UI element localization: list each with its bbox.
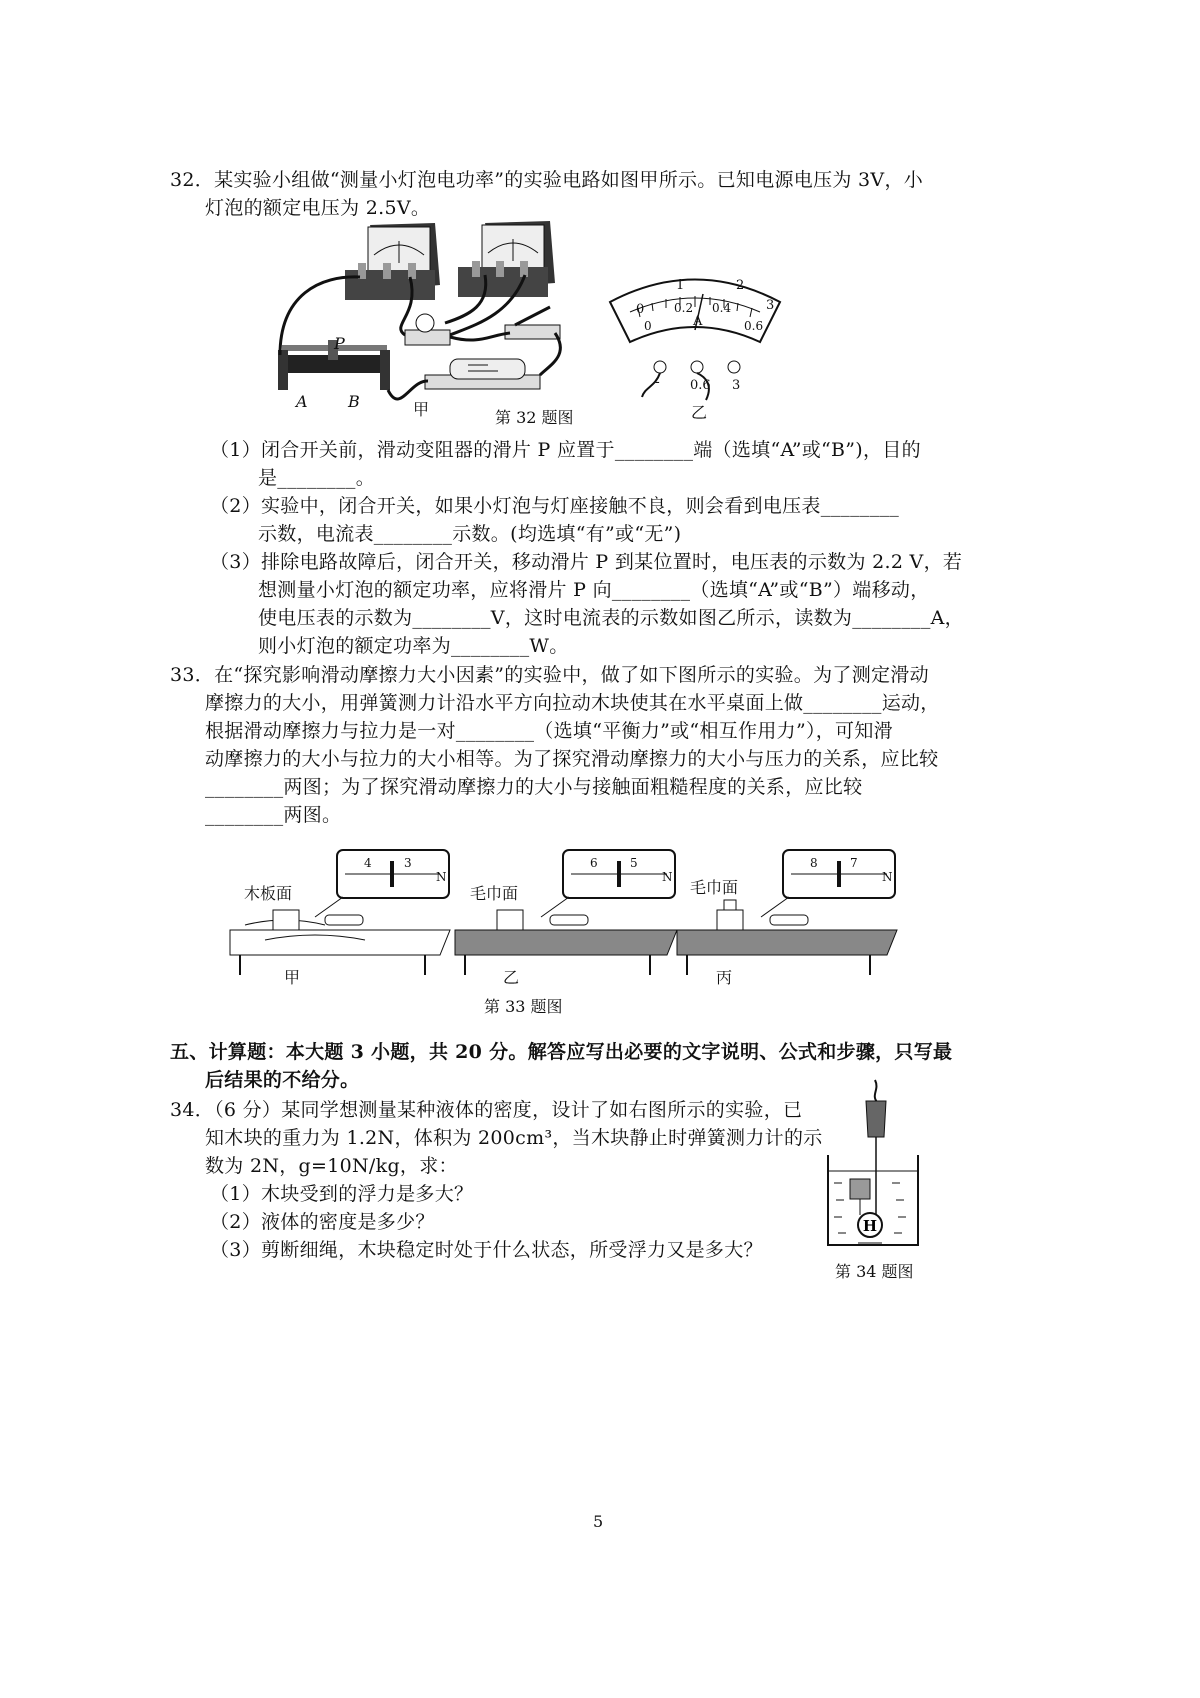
battery-icon (425, 359, 540, 389)
q34-line-3: 数为 2N，g=10N/kg，求： (205, 1155, 458, 1177)
q32-line-1: 32．某实验小组做“测量小灯泡电功率”的实验电路如图甲所示。已知电源电压为 3V，小 (170, 169, 924, 191)
fig-34-caption: 第 34 题图 (835, 1262, 914, 1281)
fig-32-yi-label: 乙 (691, 403, 708, 422)
q34-buoyancy-figure (820, 1075, 920, 1255)
panel-bing-unit: N (882, 870, 893, 884)
terminal-minus: - (655, 374, 660, 390)
dial-bottom-0.6: 0.6 (744, 319, 764, 333)
dial-top-3: 3 (766, 298, 775, 313)
panel-yi-tick-2: 5 (630, 856, 638, 870)
panel-yi-unit: N (662, 870, 673, 884)
panel-jia-tick-1: 4 (364, 856, 372, 870)
fig-32-caption: 第 32 题图 (495, 408, 574, 427)
panel-yi-surface: 毛巾面 (470, 884, 519, 903)
panel-bing-surface: 毛巾面 (690, 878, 739, 897)
friction-panel-yi (455, 850, 677, 975)
q32-line-2: 灯泡的额定电压为 2.5V。 (205, 197, 431, 219)
q34-line-1: 34．（6 分）某同学想测量某种液体的密度，设计了如右图所示的实验，已 (170, 1099, 803, 1121)
dial-bottom-0.4: 0.4 (712, 301, 732, 315)
q32-sub-3b: 想测量小灯泡的额定功率，应将滑片 P 向________（选填“A”或“B”）端移动， (258, 579, 930, 601)
fig-32-jia-label: 甲 (413, 400, 430, 419)
q34-sub-2: （2）液体的密度是多少？ (210, 1211, 435, 1233)
q33-friction-figure (225, 845, 925, 975)
q34-sub-1: （1）木块受到的浮力是多大？ (210, 1183, 474, 1205)
lamp-holder-icon (405, 314, 450, 345)
ammeter-device-icon (345, 223, 440, 300)
rheostat-end-b-label: B (348, 392, 360, 411)
q33-line-4: 动摩擦力的大小与拉力的大小相等。为了探究滑动摩擦力的大小与压力的关系，应比较 (205, 748, 939, 770)
rheostat-slider-label: P (334, 334, 345, 353)
q32-sub-2a: （2）实验中，闭合开关，如果小灯泡与灯座接触不良，则会看到电压表________ (210, 495, 900, 517)
terminal-0.6: 0.6 (690, 378, 711, 393)
q33-line-6: ________两图。 (205, 804, 342, 826)
q32-sub-2b: 示数，电流表________示数。(均选填“有”或“无”) (258, 523, 682, 545)
dial-top-0: 0 (636, 302, 645, 317)
dial-top-2: 2 (736, 278, 745, 293)
page-number: 5 (593, 1512, 604, 1531)
q32-sub-3d: 则小灯泡的额定功率为________W。 (258, 635, 569, 657)
dial-bottom-0: 0 (644, 319, 652, 333)
q33-line-1: 33．在“探究影响滑动摩擦力大小因素”的实验中，做了如下图所示的实验。为了测定滑动 (170, 664, 929, 686)
panel-bing-label: 丙 (716, 968, 733, 987)
q32-sub-3c: 使电压表的示数为________V，这时电流表的示数如图乙所示，读数为________A， (258, 607, 964, 629)
svg-text:H: H (862, 1217, 878, 1235)
q34-line-2: 知木块的重力为 1.2N，体积为 200cm³，当木块静止时弹簧测力计的示 (205, 1127, 823, 1149)
panel-jia-tick-2: 3 (404, 856, 412, 870)
section-5-heading-1: 五、计算题：本大题 3 小题，共 20 分。解答应写出必要的文字说明、公式和步骤，只写最 (170, 1041, 953, 1063)
panel-jia-unit: N (436, 870, 447, 884)
section-5-heading-2: 后结果的不给分。 (205, 1069, 360, 1091)
switch-icon (505, 307, 560, 339)
dial-bottom-0.2: 0.2 (674, 301, 694, 315)
panel-jia-label: 甲 (284, 968, 301, 987)
q32-sub-1a: （1）闭合开关前，滑动变阻器的滑片 P 应置于________端（选填“A”或“B”)，目的 (210, 439, 921, 461)
panel-bing-tick-1: 8 (810, 856, 818, 870)
q33-line-2: 摩擦力的大小，用弹簧测力计沿水平方向拉动木块使其在水平桌面上做________运动， (205, 692, 940, 714)
panel-yi-label: 乙 (503, 968, 520, 987)
voltmeter-device-icon (458, 221, 555, 297)
rheostat-end-a-label: A (296, 392, 308, 411)
q34-sub-3: （3）剪断细绳，木块稳定时处于什么状态，所受浮力又是多大？ (210, 1239, 763, 1261)
friction-panel-jia (230, 850, 450, 975)
q32-sub-1b: 是________。 (258, 467, 375, 489)
q33-line-3: 根据滑动摩擦力与拉力是一对________（选填“平衡力”或“相互作用力”），可知滑 (205, 720, 893, 742)
fig-33-caption: 第 33 题图 (484, 997, 563, 1016)
panel-bing-tick-2: 7 (850, 856, 858, 870)
panel-jia-surface: 木板面 (244, 884, 293, 903)
q33-line-5: ________两图；为了探究滑动摩擦力的大小与接触面粗糙程度的关系，应比较 (205, 776, 863, 798)
panel-yi-tick-1: 6 (590, 856, 598, 870)
q32-circuit-figure (260, 215, 580, 425)
q32-sub-3a: （3）排除电路故障后，闭合开关，移动滑片 P 到某位置时，电压表的示数为 2.2 V，若 (210, 551, 963, 573)
friction-panel-bing (677, 850, 897, 975)
dial-unit: A (693, 314, 703, 329)
dial-top-1: 1 (676, 278, 685, 293)
terminal-3: 3 (732, 378, 741, 393)
